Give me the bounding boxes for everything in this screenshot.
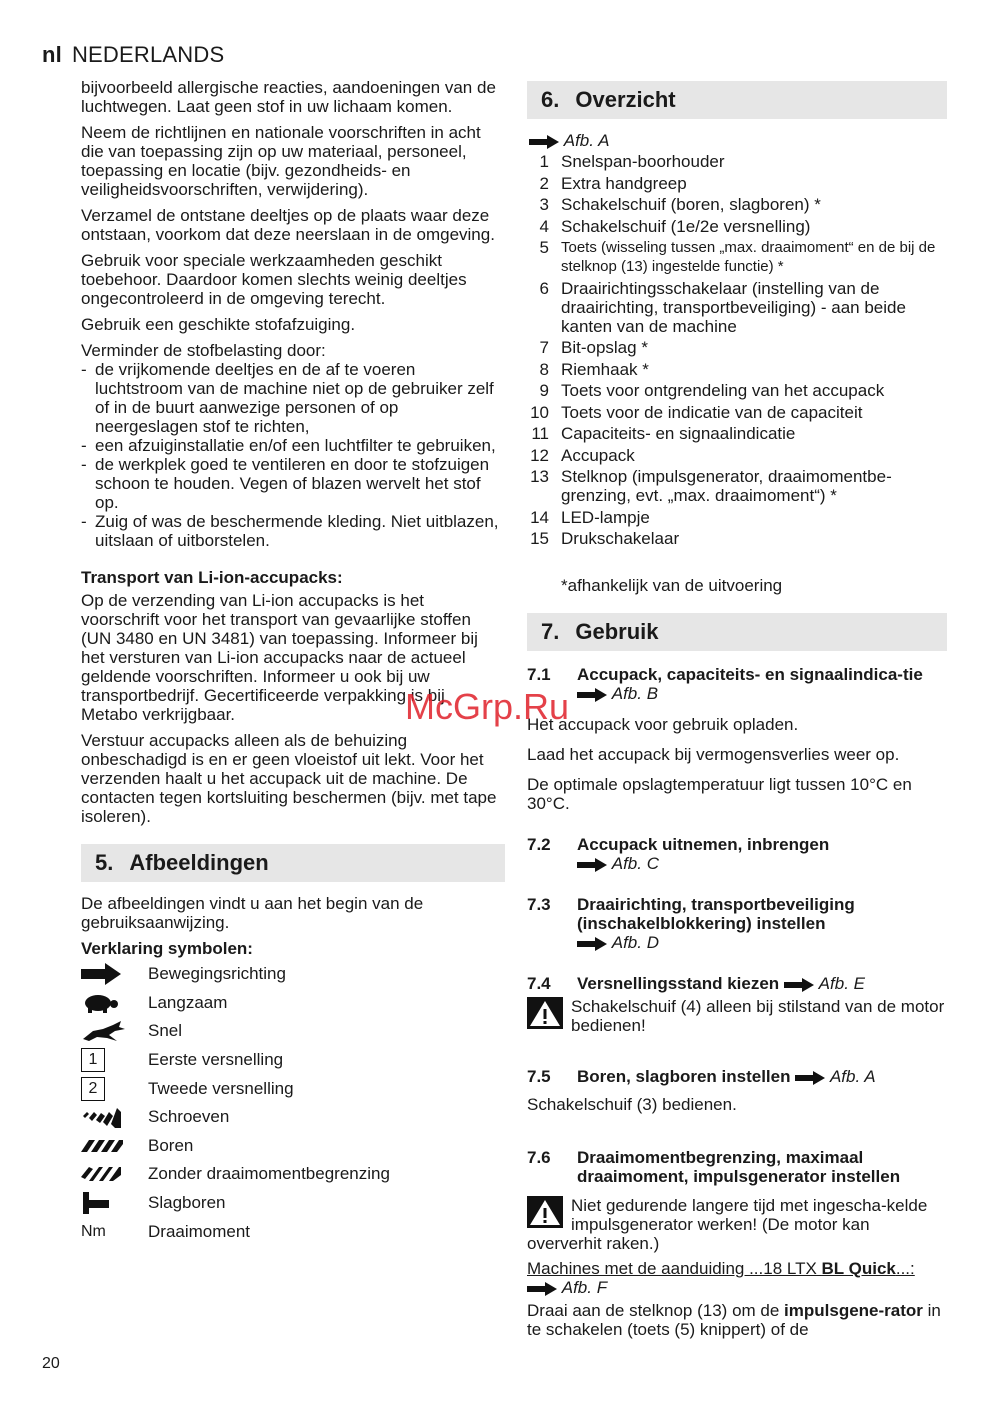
item-number: 13	[530, 467, 549, 486]
symbol-row	[81, 1103, 505, 1132]
paragraph: De afbeeldingen vindt u aan het begin van de gebruiksaanwijzing.	[81, 894, 424, 932]
dash-item: - de vrijkomende deeltjes en de af te voeren luchtstroom van de machine niet op de gebruiker zelf of in de buurt aanwezige personen of op neergeslagen stof te richten,	[81, 360, 505, 436]
item-text: Schakelschuif (boren, slagboren) *	[561, 195, 821, 214]
symbol-row	[81, 960, 505, 989]
paragraph: bijvoorbeeld allergische reacties, aandoeningen van de luchtwegen. Laat geen stof in uw lichaam komen.	[81, 78, 496, 116]
item-text: Drukschakelaar	[561, 529, 680, 548]
item-number: 9	[539, 381, 549, 400]
dash-item: - de werkplek goed te ventileren en door te stofzuigen schoon te houden. Vegen of blazen wervelt het stof op.	[81, 455, 505, 512]
symbol-label: Draaimoment	[148, 1221, 251, 1241]
subsection-7-1-heading	[527, 665, 947, 703]
paragraph: Gebruik een geschikte stofafzuiging.	[81, 315, 356, 334]
subsection-title: Versnellingsstand kiezen	[577, 974, 780, 993]
item-text: Draairichtingsschakelaar (instelling van de draairichting, transportbeveiliging) - aan beide kanten van de machine	[561, 278, 906, 336]
overview-item	[527, 174, 947, 193]
item-text: Toets (wisseling tussen „max. draaimoment“ en de bij de stelknop (13) ingestelde functie) *	[561, 239, 936, 275]
figure-reference	[529, 131, 947, 150]
figure-label: Afb. D	[611, 933, 659, 952]
item-number: 6	[539, 278, 549, 298]
text-run: in te schakelen (toets (5) knippert) of de	[527, 1301, 941, 1339]
symbol-label: Slagboren	[148, 1193, 226, 1213]
symbol-label: Snel	[148, 1021, 183, 1041]
symbol-row	[81, 1017, 505, 1046]
torque-unit: Nm	[81, 1222, 106, 1240]
paragraph: Verstuur accupacks alleen als de behuizing onbeschadigd is en er geen vloeistof uit lekt. Voor het verzenden haalt u het accupack uit de machine. De contacten tegen kortsluiting beschermen (bijv. met tape isoleren).	[81, 731, 497, 826]
subsection-number: 7.6	[527, 1148, 551, 1167]
section-title: Overzicht	[575, 87, 676, 112]
paragraph: Schakelschuif (3) bedienen.	[527, 1095, 737, 1114]
symbol-label: Eerste versnelling	[148, 1050, 284, 1070]
subsection-7-4-heading	[527, 974, 947, 993]
machines-suffix: ...:	[895, 1259, 915, 1278]
subsection-7-5-heading	[527, 1067, 947, 1086]
figure-label: Afb. A	[829, 1067, 876, 1086]
item-text: Toets voor de indicatie van de capaciteit	[561, 402, 863, 422]
subsection-title: Boren, slagboren instellen	[577, 1067, 791, 1086]
left-column	[81, 78, 505, 1246]
figure-label: Afb. F	[561, 1278, 608, 1297]
item-number: 1	[539, 152, 549, 171]
section-number: 5.	[95, 850, 114, 875]
item-number: 5	[539, 238, 549, 257]
paragraph: De optimale opslagtemperatuur ligt tussen 10°C en 30°C.	[527, 775, 912, 813]
text-run: Draai aan de stelknop (13) om de	[527, 1301, 785, 1320]
overview-item	[527, 446, 947, 465]
torque-icon	[81, 1220, 148, 1244]
language-code: nl	[42, 42, 62, 67]
overview-item	[527, 467, 947, 505]
subsection-number: 7.2	[527, 835, 551, 854]
watermark: McGrp.Ru	[405, 686, 570, 727]
item-number: 14	[530, 507, 549, 527]
overview-item	[527, 508, 947, 527]
item-number: 3	[539, 195, 549, 214]
item-number: 7	[539, 338, 549, 357]
paragraph: Neem de richtlijnen en nationale voorschriften in acht die van toepassing zijn op uw materiaal, personeel, toepassing en locatie (bijv. gezondheids- en veiligheidsvoorschriften, verwijdering).	[81, 123, 481, 199]
subsection-title: Draairichting, transportbeveiliging (inschakelblokkering) instellen	[577, 895, 855, 933]
turtle-icon	[81, 991, 148, 1015]
item-text: Extra handgreep	[561, 173, 687, 193]
overview-item	[527, 360, 947, 379]
subsection-7-6-heading	[527, 1148, 947, 1186]
overview-item	[527, 279, 947, 336]
dash-item: - Zuig of was de beschermende kleding. Niet uitblazen, uitslaan of uitborstelen.	[81, 512, 505, 550]
subsection-number: 7.5	[527, 1067, 551, 1086]
right-column	[527, 81, 947, 1346]
paragraph: Gebruik voor speciale werkzaamheden geschikt toebehoor. Daardoor komen slechts weinig deeltjes ongecontroleerd in de omgeving terecht.	[81, 251, 467, 308]
overview-item	[527, 217, 947, 236]
item-text: LED-lampje	[561, 507, 650, 527]
subsection-title: Accupack uitnemen, inbrengen	[577, 835, 830, 854]
machines-model: BL Quick	[821, 1259, 896, 1278]
section-title: Afbeeldingen	[129, 850, 269, 875]
arrow-icon	[577, 858, 607, 872]
arrow-icon	[577, 937, 607, 951]
page-number: 20	[42, 1355, 60, 1372]
page-header	[42, 42, 224, 68]
transport-heading: Transport van Li-ion-accupacks:	[81, 568, 343, 587]
symbol-row	[81, 1074, 505, 1103]
machines-text: Machines met de aanduiding ...18 LTX	[527, 1259, 822, 1278]
figure-label: Afb. E	[818, 974, 865, 993]
text-run-bold: impulsgene-rator	[784, 1301, 923, 1320]
item-number: 2	[539, 173, 549, 193]
symbol-label: Langzaam	[148, 992, 228, 1012]
figure-label: Afb. A	[563, 131, 610, 150]
subsection-title: Accupack, capaciteits- en signaalindica-tie	[577, 665, 923, 684]
overview-item	[527, 238, 947, 276]
overview-item	[527, 195, 947, 214]
overview-item	[527, 338, 947, 357]
item-text: Capaciteits- en signaalindicatie	[561, 424, 796, 443]
arrow-icon	[529, 135, 559, 149]
symbol-row	[81, 1189, 505, 1218]
figure-label: Afb. C	[611, 854, 659, 873]
footnote: *afhankelijk van de uitvoering	[561, 576, 783, 595]
gear-number: 2	[81, 1077, 105, 1101]
paragraph: Het accupack voor gebruik opladen.	[527, 715, 799, 734]
subsection-number: 7.4	[527, 974, 551, 993]
subsection-7-3-heading	[527, 895, 947, 952]
symbol-row	[81, 1132, 505, 1161]
screwdriving-icon	[81, 1105, 148, 1129]
item-number: 4	[539, 216, 549, 236]
overview-item	[527, 152, 947, 171]
figure-label: Afb. B	[611, 684, 659, 703]
warning-icon	[527, 997, 563, 1029]
section-7-heading	[527, 613, 947, 651]
item-text: Schakelschuif (1e/2e versnelling)	[561, 216, 811, 236]
gear-1-icon	[81, 1048, 148, 1072]
warning-icon	[527, 1196, 563, 1228]
gear-2-icon	[81, 1077, 148, 1101]
item-text: Bit-opslag *	[561, 338, 648, 357]
symbol-row	[81, 1046, 505, 1075]
item-number: 10	[530, 402, 549, 422]
section-5-heading	[81, 844, 505, 882]
item-text: Accupack	[561, 445, 635, 465]
machines-note	[527, 1259, 947, 1297]
item-text: Riemhaak *	[561, 359, 649, 379]
section-6-heading	[527, 81, 947, 119]
section-number: 6.	[541, 87, 560, 112]
subsection-number: 7.3	[527, 895, 551, 914]
overview-item	[527, 424, 947, 443]
dash-item: - een afzuiginstallatie en/of een luchtfilter te gebruiken,	[81, 436, 505, 455]
symbol-row	[81, 1160, 505, 1189]
language-name: NEDERLANDS	[71, 42, 225, 67]
arrow-icon	[795, 1071, 825, 1085]
drilling-icon	[81, 1134, 148, 1158]
overview-item	[527, 529, 947, 548]
hare-icon	[81, 1019, 148, 1043]
warning-block	[527, 1196, 947, 1253]
item-text: Toets voor ontgrendeling van het accupack	[561, 381, 885, 400]
arrow-icon	[784, 978, 814, 992]
warning-block	[527, 997, 947, 1035]
warning-text: Niet gedurende langere tijd met ingescha-kelde impulsgenerator werken! (De motor kan oververhit raken.)	[527, 1196, 928, 1253]
item-number: 15	[530, 529, 549, 548]
arrow-icon	[577, 688, 607, 702]
section-number: 7.	[541, 619, 560, 644]
warning-text: Schakelschuif (4) alleen bij stilstand van de motor bedienen!	[571, 997, 945, 1035]
item-number: 11	[531, 424, 549, 443]
subsection-number: 7.1	[527, 665, 551, 684]
subsection-7-2-heading	[527, 835, 947, 873]
symbol-label: Schroeven	[148, 1107, 230, 1127]
paragraph: Laad het accupack bij vermogensverlies weer op.	[527, 745, 900, 764]
section-title: Gebruik	[575, 619, 659, 644]
symbol-label: Boren	[148, 1135, 194, 1155]
no-torque-limit-icon	[81, 1162, 148, 1186]
subsection-title: Draaimomentbegrenzing, maximaal draaimoment, impulsgenerator instellen	[577, 1148, 901, 1186]
item-text: Snelspan-boorhouder	[561, 152, 725, 171]
hammer-drill-icon	[81, 1191, 148, 1215]
symbol-row	[81, 989, 505, 1018]
paragraph: Verzamel de ontstane deeltjes op de plaats waar deze ontstaan, voorkom dat deze neerslaan in de omgeving.	[81, 206, 495, 244]
paragraph: Op de verzending van Li-ion accupacks is het voorschrift voor het transport van gevaarlijke stoffen (UN 3480 en UN 3481) van toepassing. Informeer bij het versturen van Li-ion accupacks naar de actueel geldende voorschriften. Informeer u ook bij uw transportbedrijf. Gecertificeerde verpakking is bij Metabo verkrijgbaar.	[81, 591, 478, 724]
overview-list	[527, 152, 947, 548]
arrow-icon	[527, 1282, 557, 1296]
item-number: 12	[530, 445, 549, 465]
symbol-label: Bewegingsrichting	[148, 964, 286, 984]
symbol-label: Zonder draaimomentbegrenzing	[148, 1164, 390, 1184]
paragraph: Verminder de stofbelasting door:	[81, 341, 326, 360]
arrow-icon	[81, 962, 148, 986]
symbol-label: Tweede versnelling	[148, 1078, 294, 1098]
gear-number: 1	[81, 1048, 105, 1072]
item-number: 8	[539, 359, 549, 379]
overview-item	[527, 403, 947, 422]
overview-item	[527, 381, 947, 400]
item-text: Stelknop (impulsgenerator, draaimomentbe-grenzing, evt. „max. draaimoment“) *	[561, 467, 892, 505]
paragraph	[527, 1301, 947, 1339]
symbol-row	[81, 1217, 505, 1246]
symbols-heading: Verklaring symbolen:	[81, 939, 253, 958]
